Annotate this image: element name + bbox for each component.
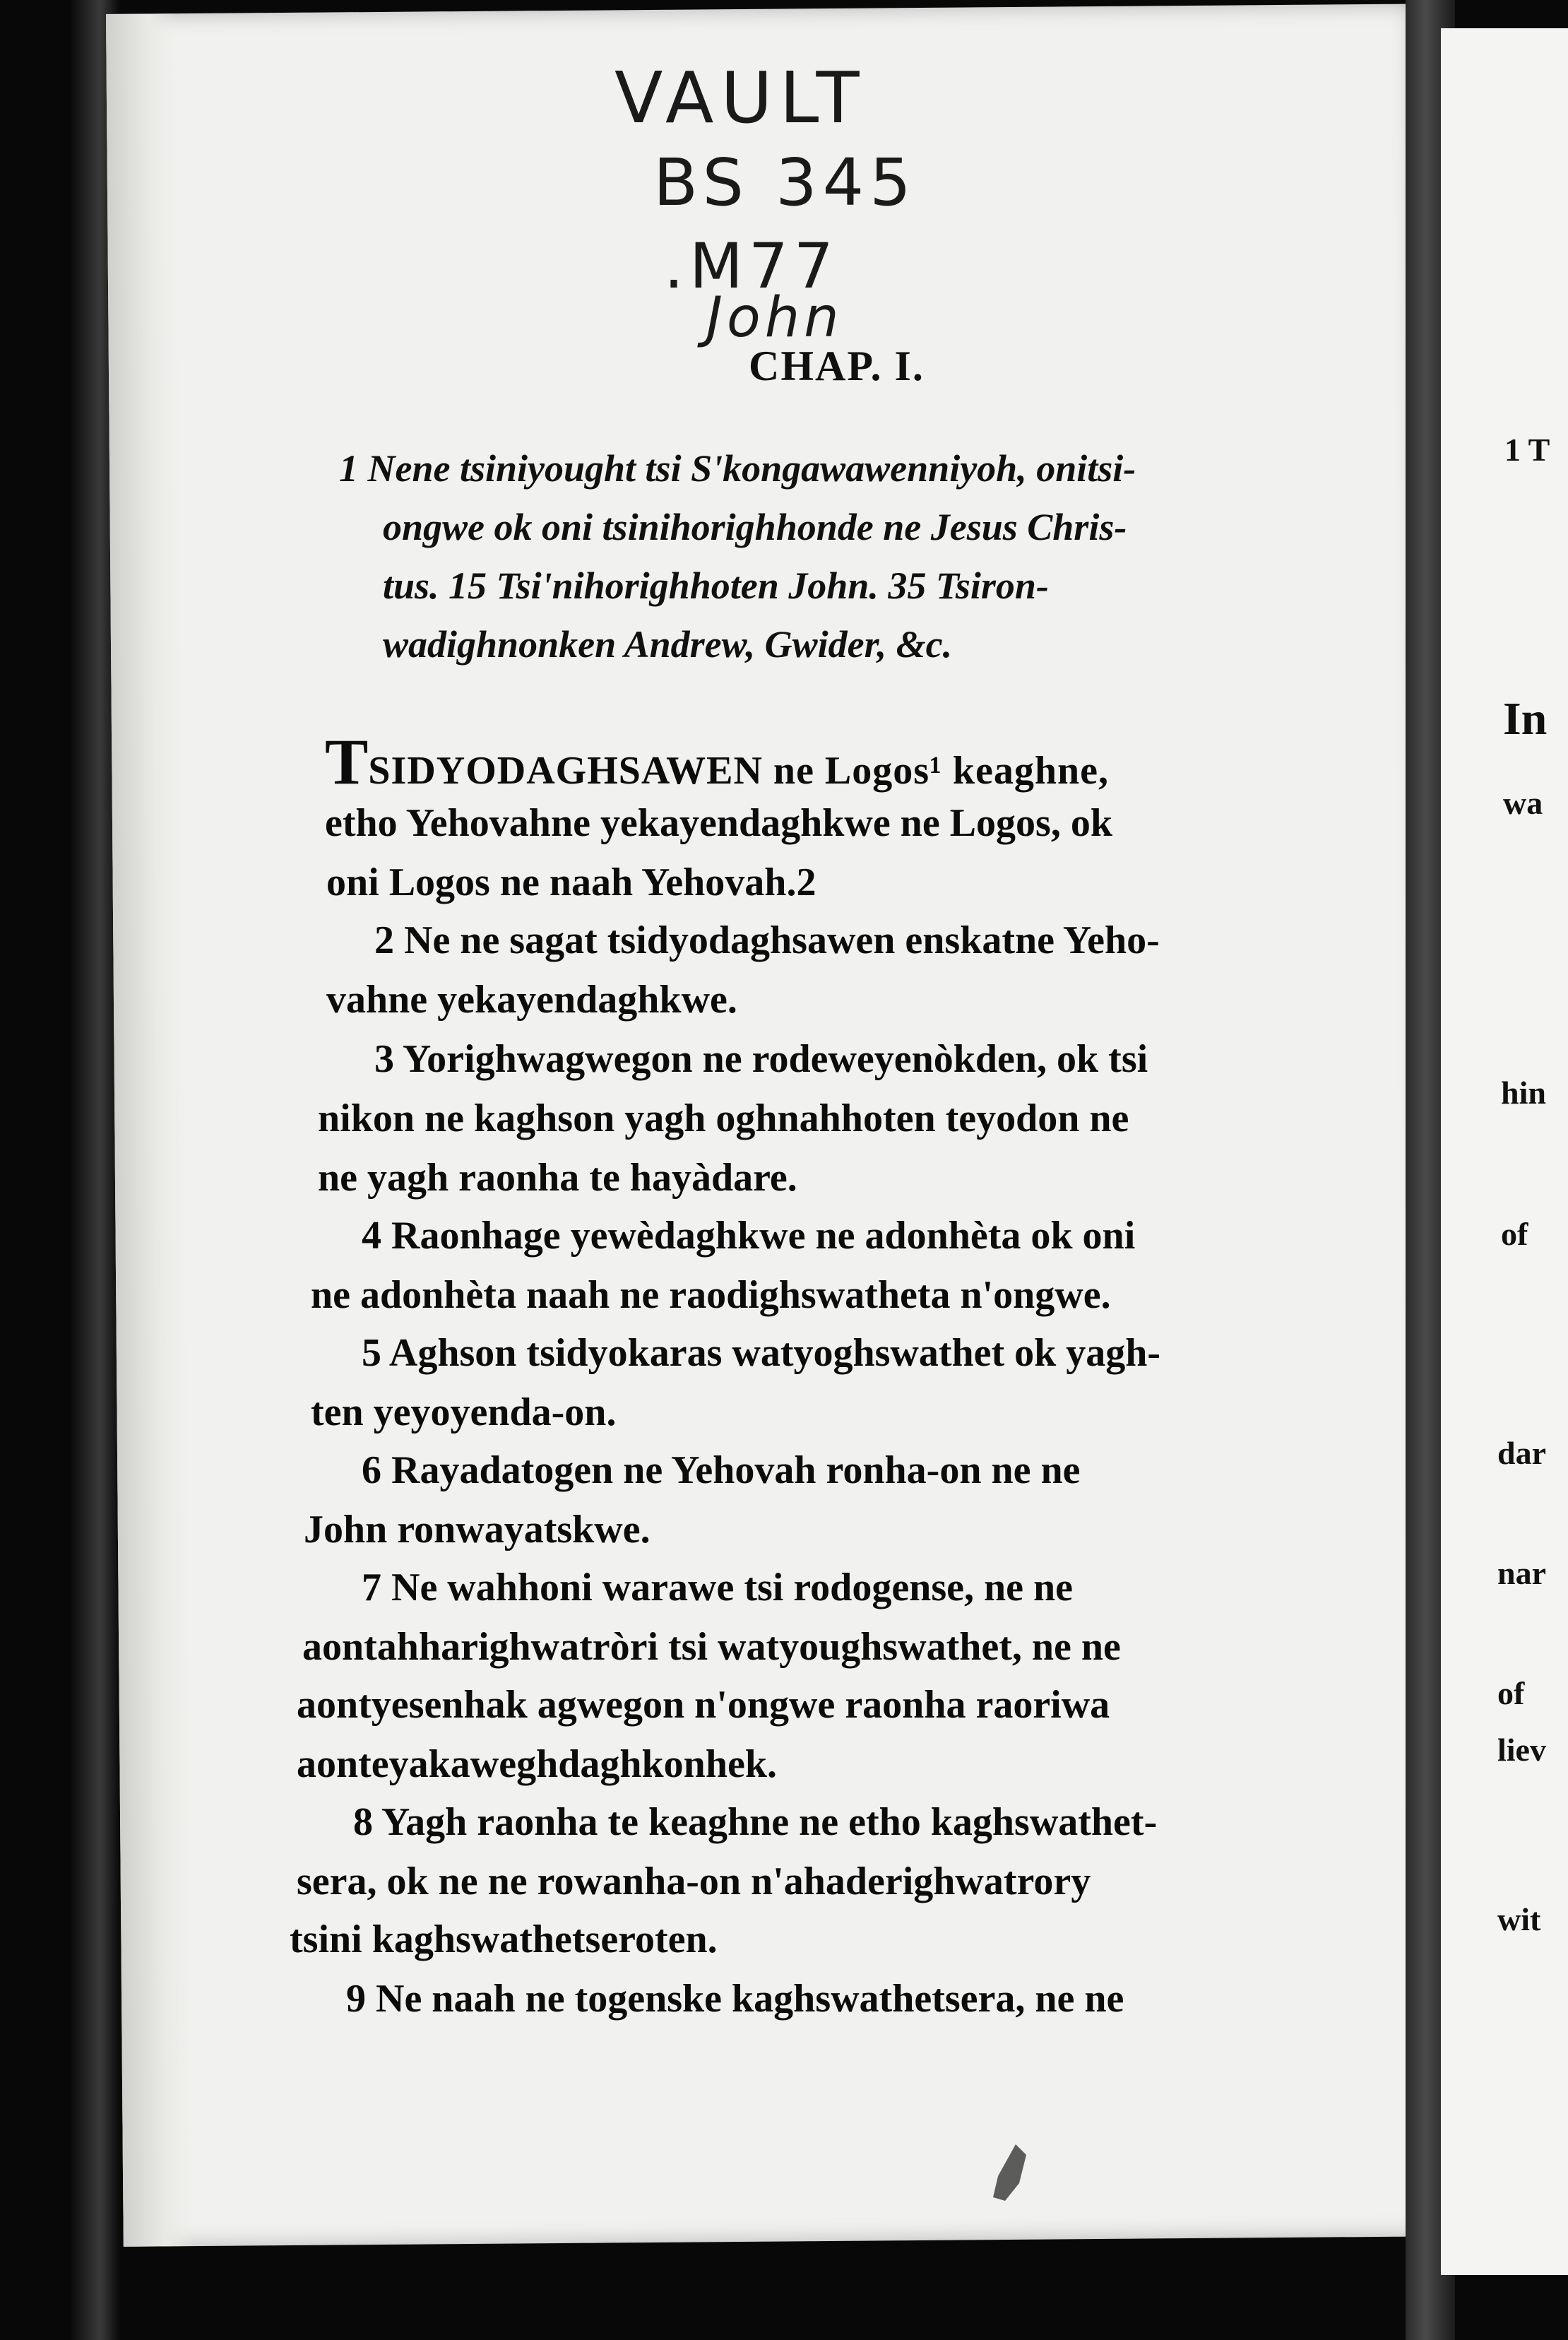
verse-line: 2 Ne ne sagat tsidyodaghsawen enskatne Yeho- bbox=[374, 918, 1160, 962]
summary-line: ongwe ok oni tsinihorighhonde ne Jesus Chris- bbox=[383, 506, 1127, 548]
facing-fragment: wit bbox=[1497, 1901, 1541, 1937]
verse-line: 9 Ne naah ne togenske kaghswathetsera, ne ne bbox=[346, 1977, 1124, 2021]
verse-line-first bbox=[325, 726, 1110, 800]
handwritten-call-number-line: .M77 bbox=[664, 230, 839, 302]
verse-line: 3 Yorighwagwegon ne rodeweyenòkden, ok tsi bbox=[374, 1037, 1148, 1081]
facing-fragment: liev bbox=[1497, 1732, 1546, 1768]
verse-line: 4 Raonhage yewèdaghkwe ne adonhèta ok oni bbox=[362, 1214, 1136, 1258]
verse-line: oni Logos ne naah Yehovah.2 bbox=[326, 861, 816, 904]
summary-line: wadighnonken Andrew, Gwider, &c. bbox=[383, 623, 953, 666]
facing-fragment: of bbox=[1501, 1216, 1528, 1252]
verse-line: etho Yehovahne yekayendaghkwe ne Logos, ok bbox=[325, 801, 1112, 845]
verse-line: nikon ne kaghson yagh oghnahhoten teyodon ne bbox=[318, 1097, 1129, 1140]
verse-line: vahne yekayendaghkwe. bbox=[326, 978, 737, 1022]
verse-line-text: SIDYODAGHSAWEN ne Logos¹ keaghne, bbox=[368, 749, 1110, 793]
facing-fragment: dar bbox=[1497, 1435, 1546, 1471]
facing-page bbox=[1441, 28, 1568, 2275]
verse-line: sera, ok ne ne rowanha-on n'ahaderighwatrory bbox=[297, 1860, 1091, 1903]
verse-line: aontahharighwatròri tsi watyoughswathet, ne ne bbox=[302, 1625, 1121, 1669]
summary-line: tus. 15 Tsi'nihorighhoten John. 35 Tsiron- bbox=[383, 565, 1049, 607]
verse-line: 6 Rayadatogen ne Yehovah ronha-on ne ne bbox=[362, 1448, 1081, 1492]
verse-line: ne adonhèta naah ne raodighswatheta n'ongwe. bbox=[311, 1273, 1111, 1317]
verse-line: John ronwayatskwe. bbox=[304, 1508, 651, 1552]
verse-line: 7 Ne wahhoni warawe tsi rodogense, ne ne bbox=[362, 1566, 1073, 1609]
facing-fragment: of bbox=[1497, 1675, 1525, 1711]
verse-line: ne yagh raonha te hayàdare. bbox=[318, 1156, 797, 1200]
verse-line: aontyesenhak agwegon n'ongwe raonha raoriwa bbox=[297, 1683, 1110, 1727]
ink-speck bbox=[987, 2141, 1030, 2204]
handwritten-call-number-line: BS 345 bbox=[653, 145, 917, 220]
facing-fragment: wa bbox=[1503, 785, 1543, 821]
facing-fragment: In bbox=[1503, 693, 1548, 745]
verse-line: ten yeyoyenda-on. bbox=[311, 1390, 617, 1434]
handwritten-call-number-line: John bbox=[706, 286, 843, 350]
verse-line: aonteyakaweghdaghkonhek. bbox=[297, 1742, 777, 1786]
verse-line: 8 Yagh raonha te keaghne ne etho kaghswathet- bbox=[353, 1800, 1158, 1844]
handwritten-call-number-line: VAULT bbox=[614, 57, 867, 139]
drop-cap: T bbox=[325, 726, 369, 798]
facing-fragment: nar bbox=[1497, 1555, 1546, 1591]
summary-line: 1 Nene tsiniyought tsi S'kongawawenniyoh, onitsi- bbox=[339, 447, 1136, 490]
facing-fragment: hin bbox=[1501, 1075, 1546, 1111]
verse-line: 5 Aghson tsidyokaras watyoghswathet ok yagh- bbox=[362, 1331, 1161, 1375]
facing-fragment: 1 T bbox=[1504, 432, 1550, 468]
chapter-heading: CHAP. I. bbox=[749, 343, 925, 389]
verse-line: tsini kaghswathetseroten. bbox=[290, 1918, 718, 1961]
